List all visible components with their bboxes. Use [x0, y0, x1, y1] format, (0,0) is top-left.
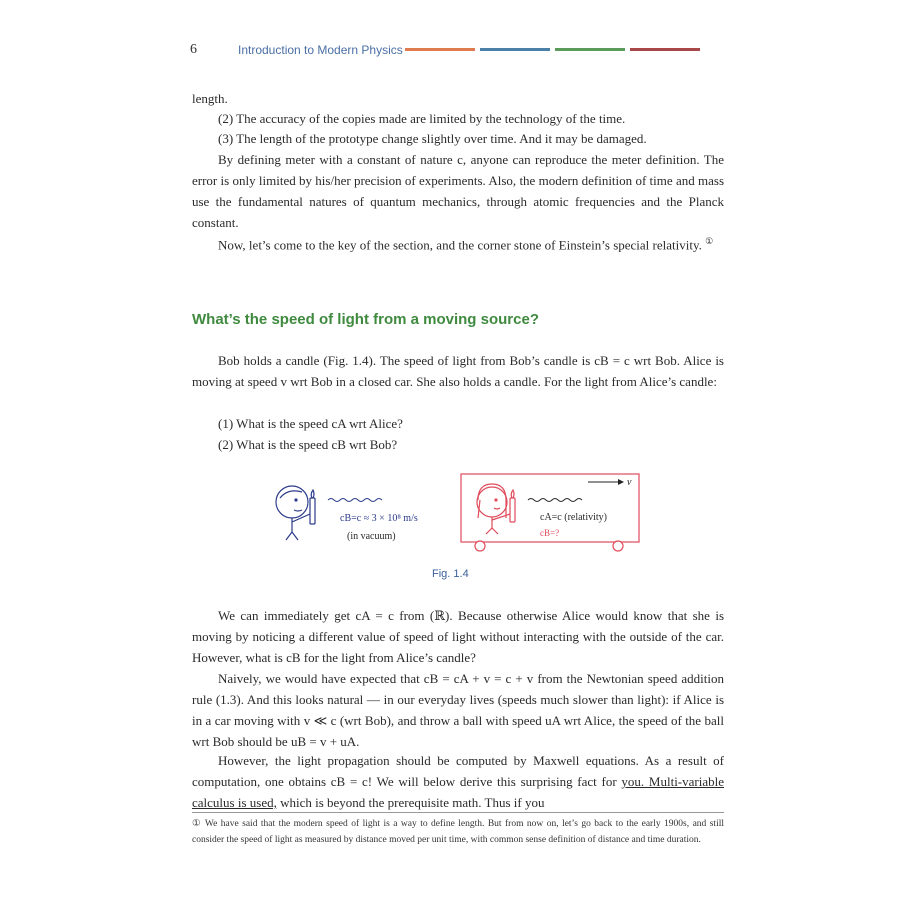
paragraph-maxwell-c: which is beyond the prerequisite math. Thus if you	[276, 795, 545, 810]
paragraph-defining-meter: By defining meter with a constant of nature c, anyone can reproduce the meter definition. The error is only limited by his/her precision of experiments. Also, the modern definition of time and mass use the fundamental natures of quantum mechanics, through atomic frequencies and the Planck constant.	[192, 152, 724, 230]
bob-figure	[276, 486, 315, 540]
header-rule-green	[555, 48, 625, 51]
bob-speed-label: cB=c ≈ 3 × 10⁸ m/s	[340, 513, 418, 524]
header-rule-red	[630, 48, 700, 51]
bob-speed-sub: (in vacuum)	[347, 531, 396, 542]
question-2: (2) What is the speed cB wrt Bob?	[218, 437, 398, 452]
alice-figure	[477, 484, 515, 534]
page-header	[190, 40, 710, 60]
paragraph-length: length.	[192, 91, 228, 106]
velocity-label: v	[627, 477, 632, 488]
footnote: ① We have said that the modern speed of light is a way to define length. But from now on, let’s go back to the early 1900s, and still consider the speed of light as measured by distance moved per unit time, with common sense definition of distance and time duration.	[192, 819, 724, 845]
page-number: 6	[190, 42, 197, 57]
header-rule-orange	[405, 48, 475, 51]
question-1: (1) What is the speed cA wrt Alice?	[218, 416, 403, 431]
paragraph-maxwell-underlined: you. Multi-variable calculus is used,	[192, 774, 724, 810]
alice-speed-label: cA=c (relativity)	[540, 512, 607, 523]
section-title: What’s the speed of light from a moving source?	[192, 311, 539, 328]
list-item-accuracy: (2) The accuracy of the copies made are limited by the technology of the time.	[218, 111, 626, 126]
list-item-prototype: (3) The length of the prototype change slightly over time. And it may be damaged.	[218, 131, 647, 146]
paragraph-naively: Naively, we would have expected that cB = cA + v = c + v from the Newtonian speed addition rule (1.3). And this looks natural — in our everyday lives (speeds much slower than light): if Alice is in a car moving with v ≪ c (wrt Bob), and throw a ball with speed uA wrt Alice, the speed of the ball wrt Bob should be uB = v + uA.	[192, 671, 724, 749]
paragraph-bob-candle: Bob holds a candle (Fig. 1.4). The speed of light from Bob’s candle is cB = c wrt Bob. Alice is moving at speed v wrt Bob in a closed car. She also holds a candle. For the light from Alice’s candle:	[192, 353, 724, 389]
paragraph-maxwell	[192, 750, 724, 813]
paragraph-maxwell-a: However, the light propagation should be computed by Maxwell equations. As a result of computation, one obtains cB = c! We will below derive this surprising fact for	[192, 753, 724, 789]
bob-light-wave	[328, 499, 382, 502]
paragraph-key-section-text: Now, let’s come to the key of the section, and the corner stone of Einstein’s special relativity.	[218, 237, 702, 253]
paragraph-key-section	[192, 231, 724, 255]
car-wheel-left	[475, 541, 485, 551]
alice-light-wave	[528, 499, 582, 502]
figure-drawing	[270, 470, 650, 560]
figure-caption: Fig. 1.4	[432, 568, 469, 580]
paragraph-immediately: We can immediately get cA = c from (ℝ). Because otherwise Alice would know that she is moving by noticing a different value of speed of light without interacting with the outside of the car. However, what is cB for the light from Alice’s candle?	[192, 608, 724, 665]
figure-1-4	[270, 470, 650, 560]
alice-speed-sub: cB=?	[540, 528, 560, 538]
footnote-divider	[192, 812, 724, 813]
velocity-arrow-head	[618, 479, 624, 485]
footnote-marker[interactable]: ①	[705, 236, 714, 246]
car-wheel-right	[613, 541, 623, 551]
running-title: Introduction to Modern Physics	[238, 43, 403, 57]
header-rule-blue	[480, 48, 550, 51]
